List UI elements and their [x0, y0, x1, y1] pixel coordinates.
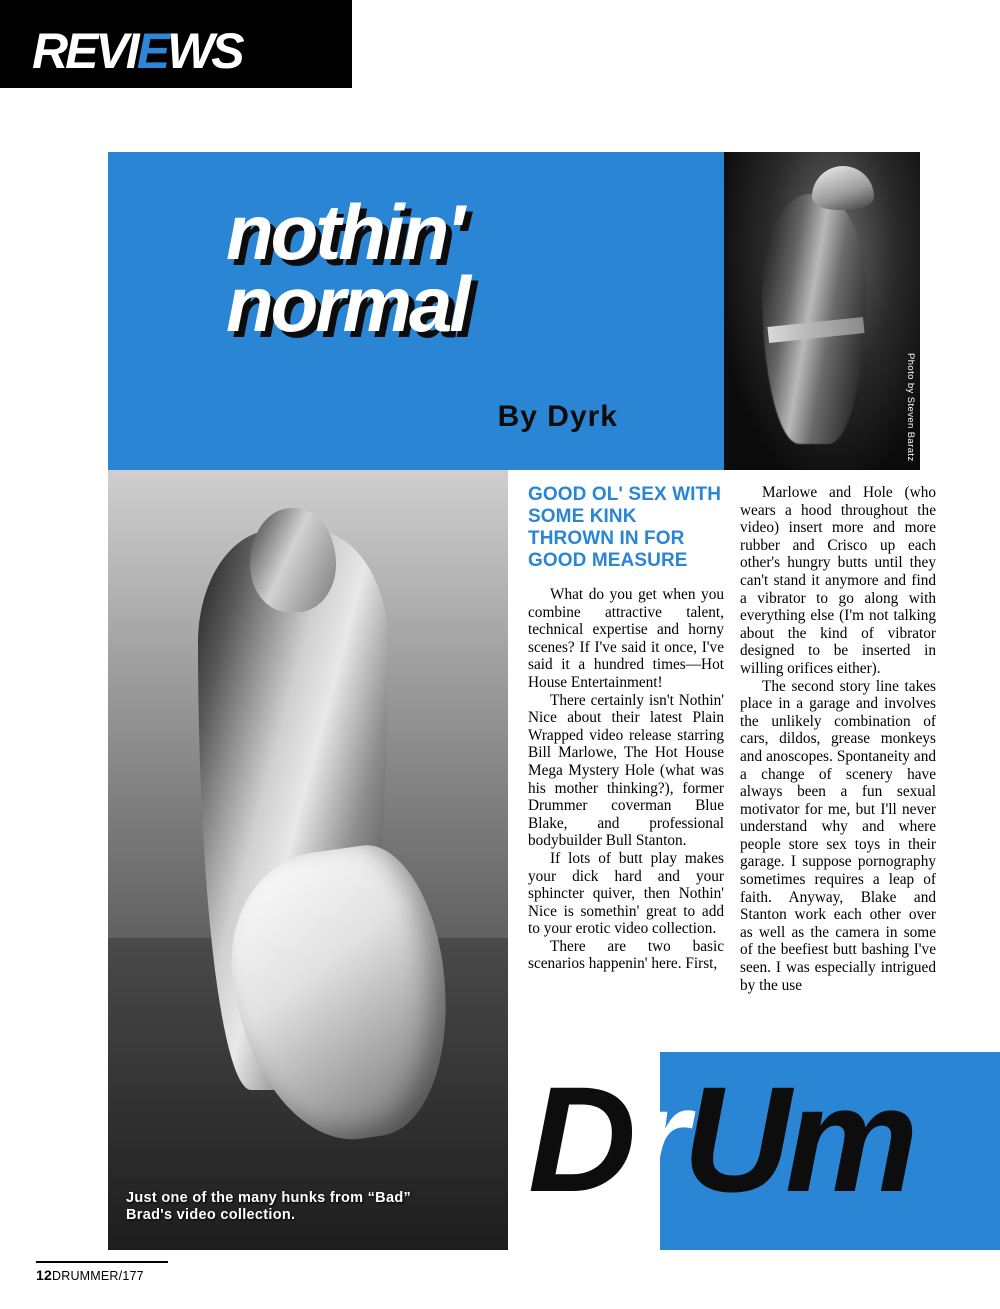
- article-title-band: [108, 152, 724, 470]
- masthead-title: [32, 23, 242, 79]
- body-paragraph: If lots of butt play makes your dick hard and your sphincter quiver, then Nothin' Nice is somethin' great to add to your erotic video collection.: [528, 849, 724, 938]
- photo-figure-helmet: [812, 166, 874, 210]
- photo-credit: Photo by Steven Baratz: [905, 353, 916, 462]
- drum-letter-d: D: [528, 1055, 631, 1223]
- folio: [36, 1267, 144, 1283]
- photo-figure-head: [250, 508, 336, 612]
- page-masthead-bar: [0, 0, 352, 88]
- photo-caption: Just one of the many hunks from “Bad” Brad's video collection.: [126, 1190, 412, 1223]
- body-paragraph: The second story line takes place in a garage and involves the unlikely combination of cars, dildos, grease monkeys and anoscopes. Spontaneity and a change of scenery have always been a fun sexual motivator for me, but I'll never understand why and where people store sex toys in their garage. I suppose pornography sometimes requires a leap of faith. Anyway, Blake and Stanton work each other over as well as the camera in some of the beefiest butt bashing I've seen. I was especially intrigued by the use: [740, 677, 936, 994]
- body-column-2: [740, 484, 936, 994]
- main-article-photo: [108, 470, 508, 1250]
- article-title-line2: normal: [226, 260, 469, 348]
- drum-letters-um: Um: [682, 1055, 913, 1223]
- article-byline: By Dyrk: [497, 400, 618, 433]
- body-paragraph: What do you get when you combine attractive talent, technical expertise and horny scenes? If I've said it once, I've said it a hundred times—Hot House Entertainment!: [528, 586, 724, 691]
- article-title: [226, 188, 469, 348]
- drum-letter-r: r: [630, 1055, 683, 1223]
- body-paragraph: Marlowe and Hole (who wears a hood throughout the video) insert more and more rubber and Crisco up each other's hungry butts until they can't stand it anymore and find a vibrator to go along with everything else (I'm not talking about the kind of vibrator designed to be inserted in willing orifices either).: [740, 484, 936, 677]
- body-column-1: [528, 484, 724, 973]
- top-right-photo: [724, 152, 920, 470]
- body-paragraph: There certainly isn't Nothin' Nice about their latest Plain Wrapped video release starring Bill Marlowe, The Hot House Mega Mystery Hole (what was his mother thinking?), former Drummer coverman Blue Blake, and professional bodybuilder Bull Stanton.: [528, 691, 724, 850]
- folio-page-number: 12: [36, 1267, 52, 1283]
- drum-wordmark: [528, 1055, 913, 1223]
- masthead-title-highlight: E: [136, 23, 168, 79]
- masthead-title-pre: REVI: [32, 23, 137, 79]
- folio-rule: [36, 1261, 168, 1263]
- article-deck: GOOD OL' SEX WITH SOME KINK THROWN IN FOR GOOD MEASURE: [528, 484, 722, 571]
- masthead-title-post: WS: [167, 23, 242, 79]
- folio-publication: DRUMMER/177: [51, 1269, 144, 1283]
- body-paragraph: There are two basic scenarios happenin' here. First,: [528, 937, 724, 973]
- bottom-drum-lockup: [528, 1052, 1000, 1250]
- article-title-line1: nothin': [226, 188, 462, 276]
